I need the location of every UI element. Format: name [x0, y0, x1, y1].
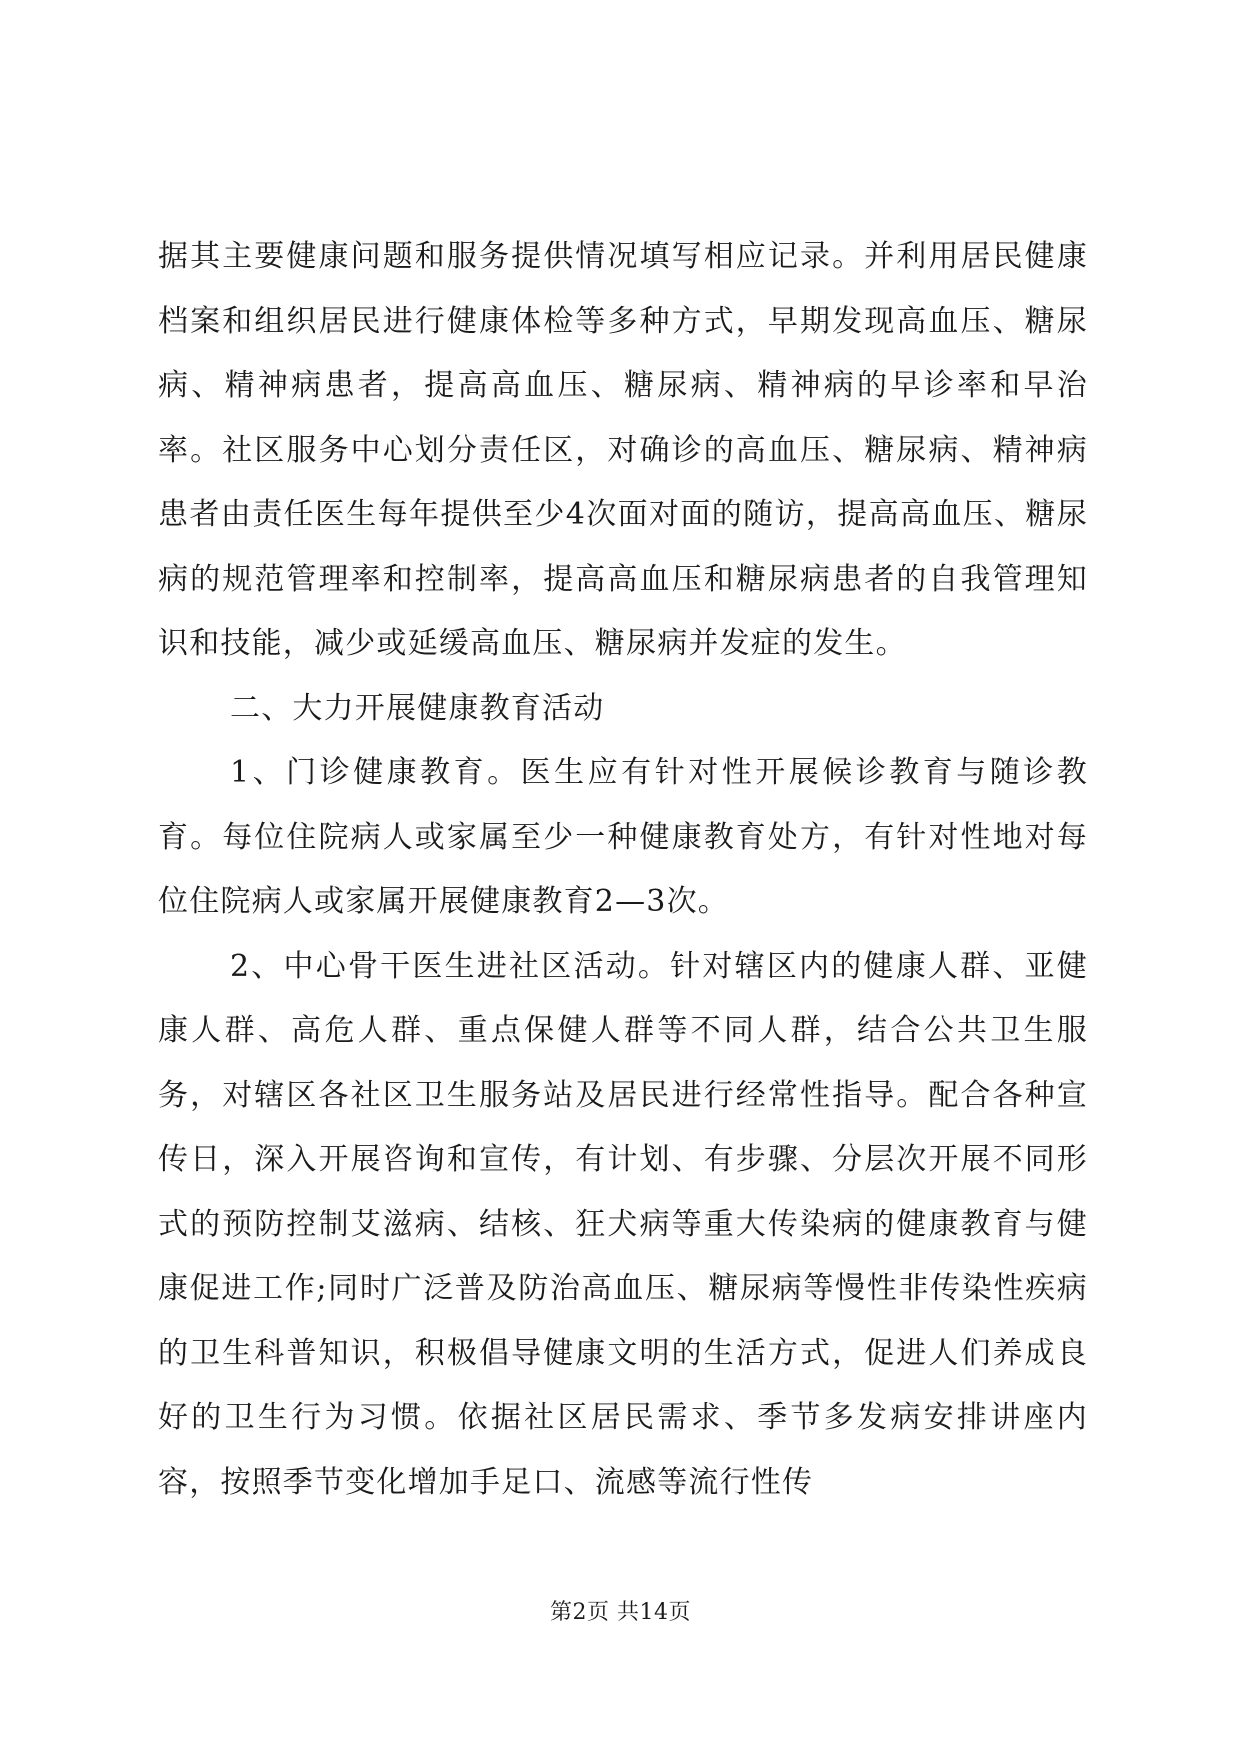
- paragraph-outpatient-education: 1、门诊健康教育。医生应有针对性开展候诊教育与随诊教育。每位住院病人或家属至少一种健康教育处方，有针对性地对每位住院病人或家属开展健康教育2—3次。: [158, 755, 1088, 919]
- document-body: [158, 225, 1088, 1515]
- section-heading: 二、大力开展健康教育活动: [230, 690, 605, 726]
- paragraph-community-activity: 2、中心骨干医生进社区活动。针对辖区内的健康人群、亚健康人群、高危人群、重点保健人群等不同人群，结合公共卫生服务，对辖区各社区卫生服务站及居民进行经常性指导。配合各种宣传日，深入开展咨询和宣传，有计划、有步骤、分层次开展不同形式的预防控制艾滋病、结核、狂犬病等重大传染病的健康教育与健康促进工作;同时广泛普及防治高血压、糖尿病等慢性非传染性疾病的卫生科普知识，积极倡导健康文明的生活方式，促进人们养成良好的卫生行为习惯。依据社区居民需求、季节多发病安排讲座内容，按照季节变化增加手足口、流感等流行性传: [158, 948, 1088, 1500]
- page-footer: 第2页 共14页: [550, 1600, 691, 1625]
- paragraph-continuation: 据其主要健康问题和服务提供情况填写相应记录。并利用居民健康档案和组织居民进行健康体检等多种方式，早期发现高血压、糖尿病、精神病患者，提高高血压、糖尿病、精神病的早诊率和早治率。社区服务中心划分责任区，对确诊的高血压、糖尿病、精神病患者由责任医生每年提供至少4次面对面的随访，提高高血压、糖尿病的规范管理率和控制率，提高高血压和糖尿病患者的自我管理知识和技能，减少或延缓高血压、糖尿病并发症的发生。: [158, 239, 1088, 661]
